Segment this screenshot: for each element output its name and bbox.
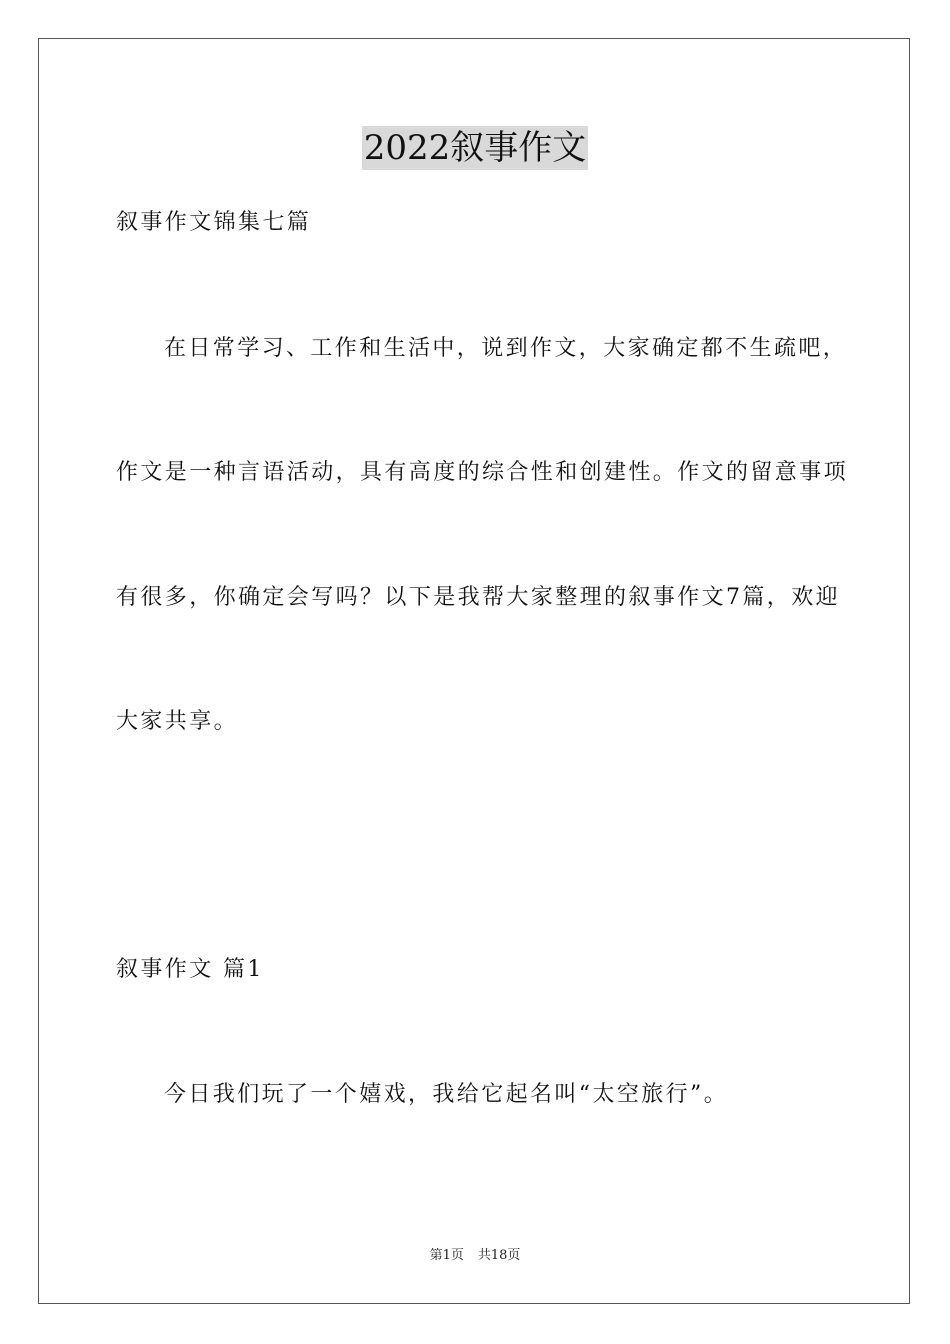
document-title: 2022叙事作文 bbox=[363, 128, 587, 168]
paragraph-line-3: 有很多，你确定会写吗？以下是我帮大家整理的叙事作文7篇，欢迎 bbox=[116, 585, 840, 610]
document-subtitle: 叙事作文锦集七篇 bbox=[116, 210, 312, 235]
paragraph-line-4: 大家共享。 bbox=[116, 709, 239, 734]
paragraph-line-1: 在日常学习、工作和生活中，说到作文，大家确定都不生疏吧， bbox=[164, 336, 848, 361]
section-first-line: 今日我们玩了一个嬉戏，我给它起名叫“太空旅行”。 bbox=[164, 1082, 729, 1107]
title-container bbox=[0, 126, 950, 170]
section-heading: 叙事作文 篇1 bbox=[116, 957, 264, 982]
page-number: 第1页 bbox=[429, 1248, 464, 1263]
paragraph-line-2: 作文是一种言语活动，具有高度的综合性和创建性。作文的留意事项 bbox=[116, 460, 849, 485]
page-footer bbox=[0, 1247, 950, 1265]
total-pages: 共18页 bbox=[477, 1248, 521, 1263]
